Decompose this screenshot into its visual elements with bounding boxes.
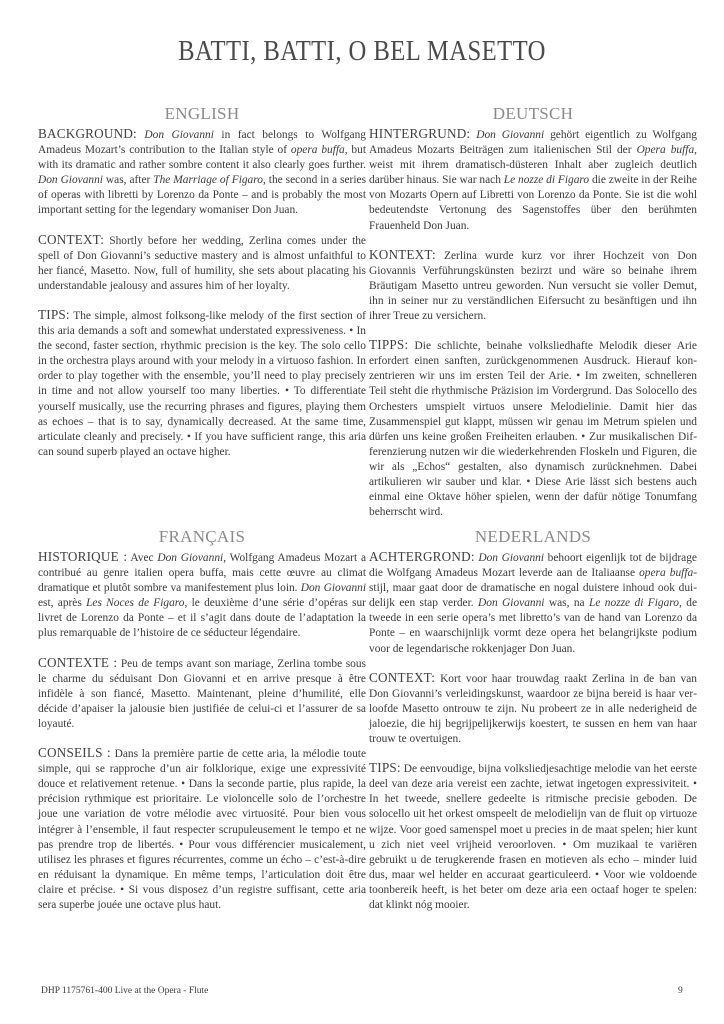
section-english xyxy=(38,104,366,473)
paragraph-body: Shortly before her wedding, Zerlina comes under the spell of Don Giovanni’s seductive mastery and is almost unfaithful to her fiancé, Masetto. Now, full of humility, she sets about placating his understandable jealousy and assures him of her loyalty. xyxy=(38,234,366,292)
page-number: 9 xyxy=(678,986,683,996)
background-paragraph xyxy=(38,549,366,642)
paragraph-lead: CONSEILS : xyxy=(38,745,111,761)
section-deutsch xyxy=(369,104,697,533)
paragraph-body: The simple, almost folksong-like melody of the first section of this aria demands a soft and somewhat understated expressiveness. • In the second, faster section, rhythmic precision is the key. The solo cello in the orchestra plays around with your melody in a virtuoso fashion. In order to play together with the ensemble, you’ll need to play precisely in time and not allow yourself too many liberties. • To differentiate yourself musically, use the recurring phrases and figures, playing them as echoes – that is to say, dynamically decreased. At the same time, articulate cleanly and precisely. • If you have sufficient range, this aria can sound superb played an octave higher. xyxy=(38,309,366,458)
section-heading: FRANÇAIS xyxy=(158,527,246,546)
paragraph-body: Zerlina wurde kurz vor ihrer Hochzeit von Don Giovannis Verführungskünsten bezirzt und wäre so beinahe ihrem Bräutigam Masetto untreu geworden. Nun versucht sie voller Demut, ihn in seiner nur zu verständlichen Eifersucht zu besänftigen und ihn ihrer Treue zu versichern. xyxy=(369,249,697,323)
tips-paragraph xyxy=(369,337,697,520)
section-nederlands xyxy=(369,527,697,926)
paragraph-body: Peu de temps avant son mariage, Zerlina tombe sous le charme du séduisant Don Giovanni et en arrive presque à être infidèle à son fiancé, Masetto. Maintenant, pleine d’humilité, elle décide d’apaiser la jalousie bien justifiée de celui-ci et l’assurer de sa loyauté. xyxy=(38,657,366,730)
paragraph-body: Don Giovanni gehört eigentlich zu Wolfgang Amadeus Mozarts Beiträgen zum italienischen Stil der Opera buffa, weist mit ihrem dramatisch-düsteren Inhalt aber zugleich deutlich darüber hinaus. Sie war nach Le nozze di Figaro die zweite in der Reihe von Mozarts Opern auf Libretti von Lorenzo da Ponte. Sie ist die wohl bedeutendste Vertonung des Sagenstoffes über den berühmten Frauenheld Don Juan. xyxy=(369,129,697,232)
paragraph-body: Don Giovanni in fact belongs to Wolfgang Amadeus Mozart’s contribution to the Italian style of opera buffa, but with its dramatic and rather sombre content it also clearly goes further. Don Giovanni was, after The Marriage of Figaro, the second in a series of operas with libretti by Lorenzo da Ponte – and is probably the most important setting for the legendary womaniser Don Juan. xyxy=(38,129,367,217)
tips-paragraph xyxy=(369,760,697,913)
footer-publication: DHP 1175761-400 Live at the Opera - Flute xyxy=(41,986,209,996)
paragraph-body: Don Giovanni behoort eigenlijk tot de bijdrage die Wolfgang Amadeus Mozart leverde aan de Italiaanse opera buffa-stijl, maar gaat door de dramatische en nogal duistere inhoud ook duidelijk een stap verder. Don Giovanni was, na Le nozze di Figaro, de tweede in een serie opera’s met libretto’s van de hand van Lorenzo da Ponte – en waarschijnlijk vormt deze opera het belangrijkste podium voor de legendarische rokkenjager Don Juan. xyxy=(369,552,698,655)
paragraph-lead: BACKGROUND: xyxy=(38,126,137,141)
background-paragraph xyxy=(369,549,697,657)
section-heading: NEDERLANDS xyxy=(474,527,592,546)
section-heading: DEUTSCH xyxy=(492,104,574,123)
paragraph-body: Dans la première partie de cette aria, la mélodie toute simple, qui se rapproche d’un air folklorique, exige une expressivité douce et relativement retenue. • Dans la seconde partie, plus rapide, la précision rythmique est prioritaire. Le violoncelle solo de l’orchestre joue une variation de votre mélodie avec virtuosité. Pour bien vous intégrer à l’ensemble, il faut respecter scrupuleusement le tempo et ne pas prendre trop de libertés. • Pour vous différencier musicalement, utilisez les phrases et figures récurrentes, comme un écho – c’est-à-dire en réduisant la dynamique. En même temps, l’articulation doit être claire et précise. • Si vous disposez d’un registre suffisant, cette aria sera superbe jouée une octave plus haut. xyxy=(38,748,366,911)
paragraph-lead: TIPS: xyxy=(38,306,70,322)
section-heading: ENGLISH xyxy=(164,104,240,123)
tips-paragraph xyxy=(38,307,366,460)
background-paragraph xyxy=(369,126,697,234)
page-title: BATTI, BATTI, O BEL MASETTO xyxy=(178,36,546,67)
paragraph-lead: KONTEXT: xyxy=(369,246,436,262)
paragraph-body: Avec Don Giovanni, Wolfgang Amadeus Mozart a contribué au genre italien opera buffa, mais cette œuvre au climat dramatique et plutôt sombre va manifestement plus loin. Don Giovanni est, après Les Noces de Figaro, le deuxième d’une série d’opéras sur livret de Lorenzo da Ponte – et il s’agit dans doute de l’adaptation la plus remarquable de l’histoire de ce séducteur légendaire. xyxy=(38,552,367,640)
paragraph-body: De eenvoudige, bijna volksliedjesachtige melodie van het eerste deel van deze aria vereist een zachte, ietwat ingetogen expressiviteit. • In het tweede, snellere gedeelte is ritmische precisie geboden. De solocello uit het orkest omspeelt de melodielijn van de fluit op virtuoze wijze. Voor goed samenspel moet u precies in de maat spelen; hier kunt u zich niet veel vrijheid veroorloven. • Om muzikaal te variëren gebruikt u de terugkerende frasen en motieven als echo – minder luid dus, maar wel helder en accuraat gearticuleerd. • Voor wie voldoende toonbereik heeft, is het beter om deze aria een octaaf hoger te spelen: dat klinkt nóg mooier. xyxy=(369,763,697,911)
paragraph-lead: TIPPS: xyxy=(369,337,409,353)
context-paragraph xyxy=(369,670,697,747)
background-paragraph xyxy=(38,126,366,219)
paragraph-lead: TIPS: xyxy=(369,760,401,776)
paragraph-body: Die schlichte, beinahe volksliedhafte Melodik dieser Arie erfordert einen sanften, zurückgenommenen Ausdruck. Hierauf konzentrieren wir uns im ersten Teil der Arie. • Im zweiten, schnelleren Teil steht die rhythmische Präzision im Vordergrund. Das Solocello des Orchesters umspielt virtuos unsere Melodielinie. Damit hier das Zusammenspiel gut klappt, müssen wir genau im Metrum spielen und dürfen uns keine großen Freiheiten erlauben. • Zur musikalischen Differenzierung nutzen wir die wiederkehrenden Floskeln und Figuren, die wir als „Echos“ gestalten, also dynamisch zurücknehmen. Dabei artikulieren wir sauber und klar. • Diese Arie lässt sich bestens auch einmal eine Oktave höher spielen, wenn der dafür nötige Tonumfang beherrscht wird. xyxy=(369,340,697,519)
paragraph-lead: HISTORIQUE : xyxy=(38,549,128,564)
context-paragraph xyxy=(369,247,697,324)
section-francais xyxy=(38,527,366,926)
tips-paragraph xyxy=(38,745,366,913)
paragraph-lead: CONTEXTE : xyxy=(38,654,118,670)
paragraph-lead: HINTERGRUND: xyxy=(369,126,471,141)
paragraph-body: Kort voor haar trouwdag raakt Zerlina in de ban van Don Giovanni’s verleidingskunst, waardoor ze bijna bereid is haar verloofde Masetto ontrouw te zijn. Nu probeert ze in alle nederigheid de jaloezie, die hij begrijpelijkerwijs koestert, te sussen en hem van haar trouw te overtuigen. xyxy=(369,672,697,746)
paragraph-lead: ACHTERGROND: xyxy=(369,549,475,564)
paragraph-lead: CONTEXT: xyxy=(369,669,436,685)
paragraph-lead: CONTEXT: xyxy=(38,231,105,247)
context-paragraph xyxy=(38,655,366,732)
context-paragraph xyxy=(38,232,366,294)
